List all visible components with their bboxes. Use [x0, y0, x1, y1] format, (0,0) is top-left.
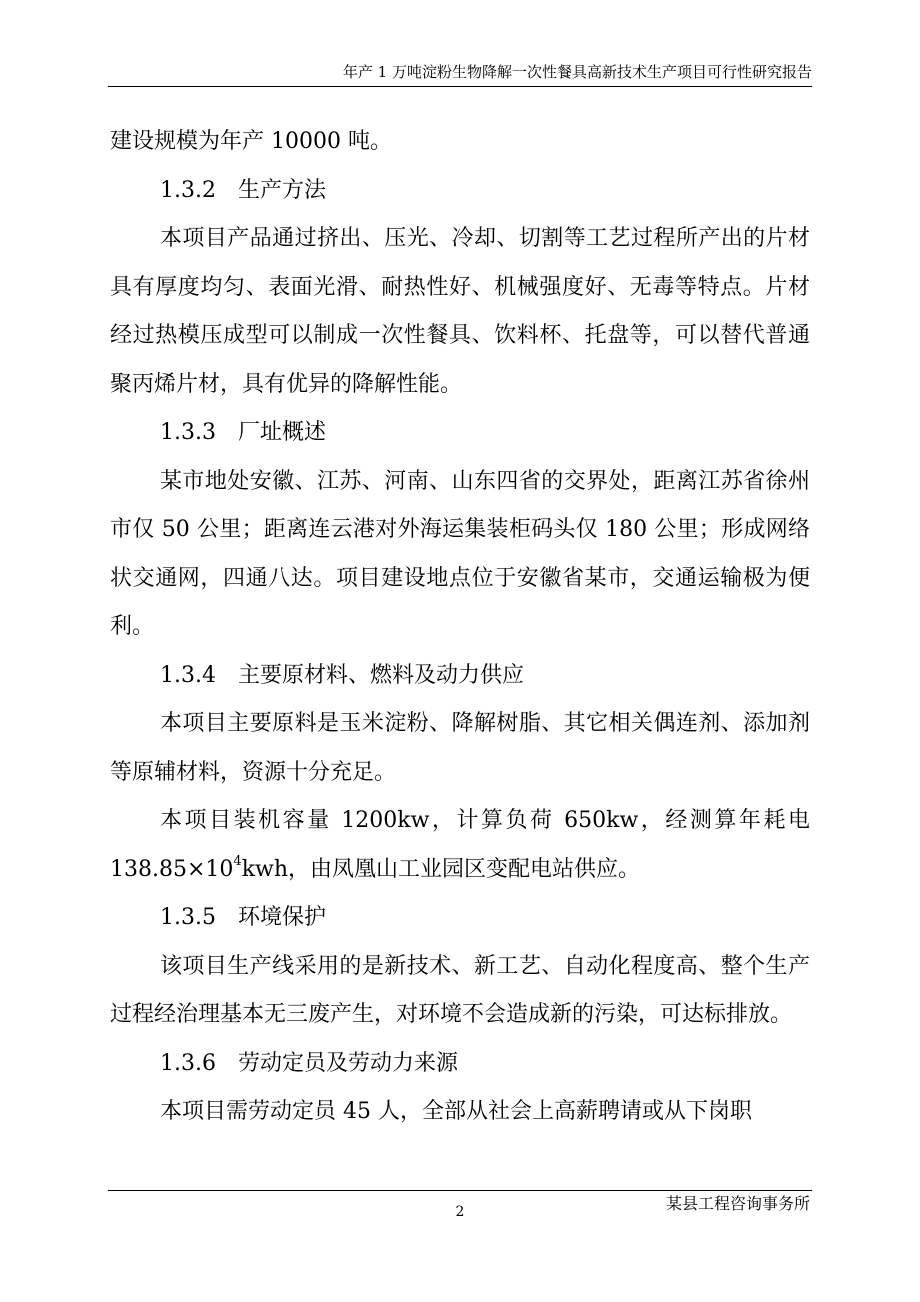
power-text-b: kwh，由凤凰山工业园区变配电站供应。: [241, 856, 641, 882]
section-heading-1-3-6: 1.3.6 劳动定员及劳动力来源: [160, 1050, 458, 1076]
paragraph-power-supply: [110, 797, 810, 894]
paragraph-production-method: 本项目产品通过挤出、压光、冷却、切割等工艺过程所产出的片材具有厚度均匀、表面光滑、耐热性好、机械强度好、无毒等特点。片材经过热模压成型可以制成一次性餐具、饮料杯、托盘等，可以替代普通聚丙烯片材，具有优异的降解性能。: [110, 226, 810, 397]
power-exponent: 4: [233, 854, 242, 870]
power-text-a: 本项目装机容量 1200kw，计算负荷 650kw，经测算年耗电 138.85×10: [110, 808, 810, 882]
page-number: 2: [455, 1204, 465, 1220]
section-heading-1-3-3: 1.3.3 厂址概述: [160, 420, 326, 445]
paragraph-scale: 建设规模为年产 10000 吨。: [110, 129, 392, 154]
section-heading-1-3-4: 1.3.4 主要原材料、燃料及动力供应: [160, 662, 524, 688]
paragraph-labor: 本项目需劳动定员 45 人，全部从社会上高薪聘请或从下岗职: [160, 1099, 752, 1124]
paragraph-environment: 该项目生产线采用的是新技术、新工艺、自动化程度高、整个生产过程经治理基本无三废产生，对环境不会造成新的污染，可达标排放。: [110, 953, 810, 1027]
paragraph-site-overview: 某市地处安徽、江苏、河南、山东四省的交界处，距离江苏省徐州市仅 50 公里；距离连云港对外海运集装柜码头仅 180 公里；形成网络状交通网，四通八达。项目建设地点位于安徽省某市，交通运输极为便利。: [110, 468, 810, 639]
section-heading-1-3-5: 1.3.5 环境保护: [160, 905, 326, 930]
footer-divider: [108, 1190, 812, 1191]
running-header: [108, 58, 812, 87]
footer-organization: 某县工程咨询事务所: [665, 1194, 810, 1213]
section-heading-1-3-2: 1.3.2 生产方法: [160, 177, 326, 203]
page-body: [110, 118, 810, 1137]
paragraph-raw-materials: 本项目主要原料是玉米淀粉、降解树脂、其它相关偶连剂、添加剂等原辅材料，资源十分充足。: [110, 711, 810, 785]
header-title: 年产 1 万吨淀粉生物降解一次性餐具高新技术生产项目可行性研究报告: [342, 63, 812, 81]
